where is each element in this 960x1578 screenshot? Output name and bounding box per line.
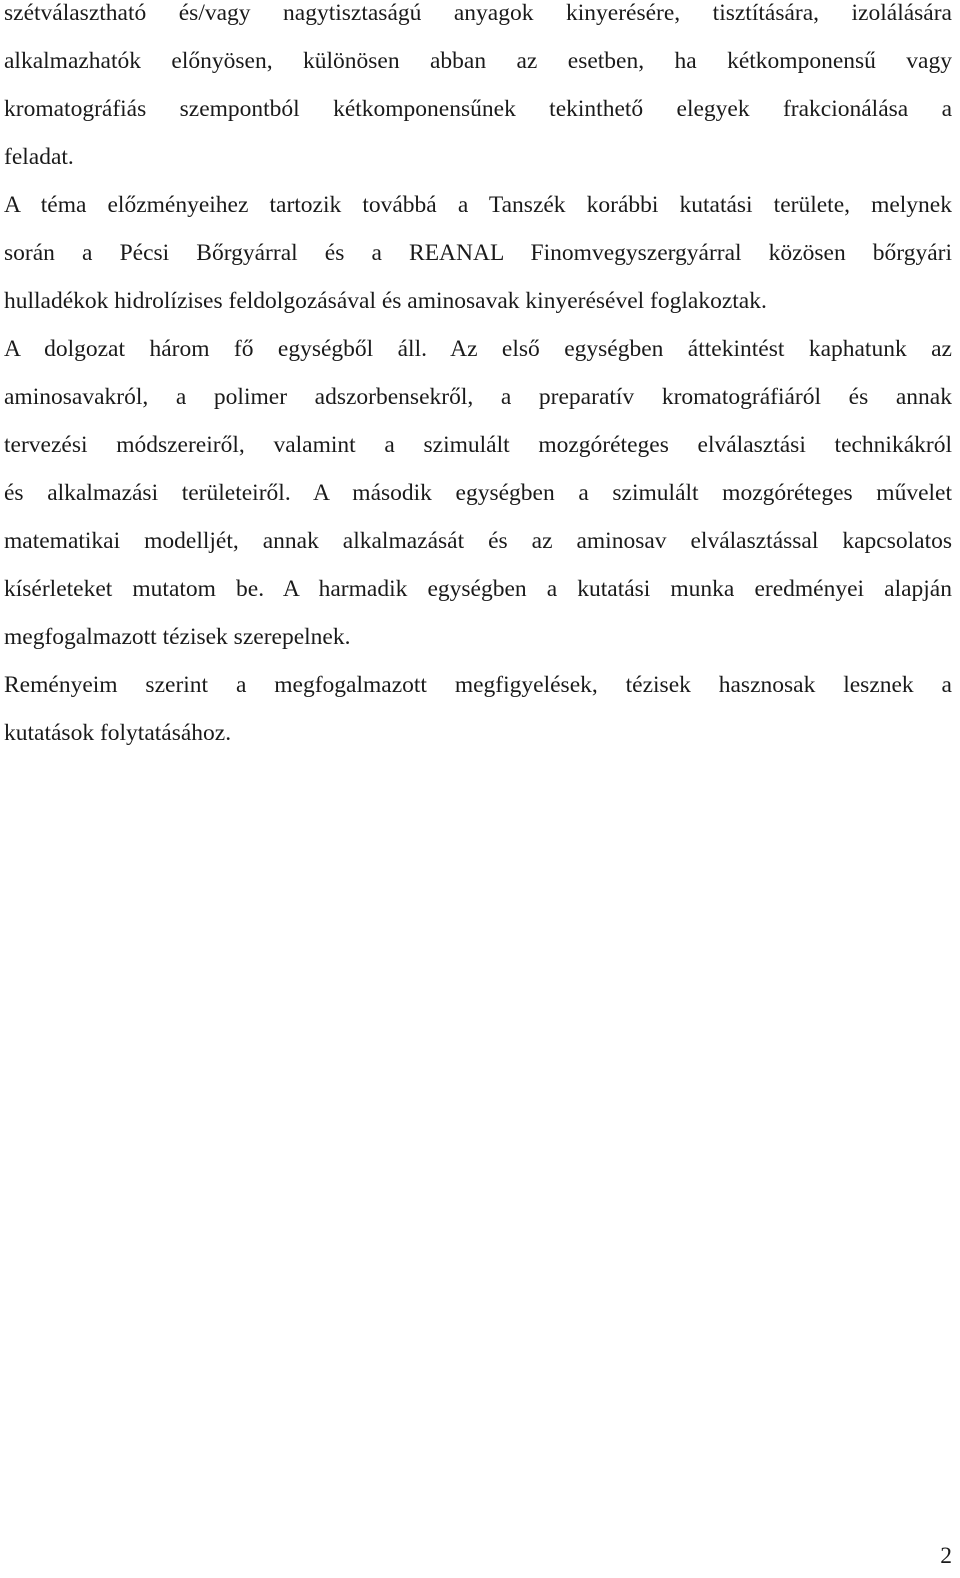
text-line: alkalmazhatók előnyösen, különösen abban az esetben, ha kétkomponensű vagy — [4, 48, 952, 74]
text-line: megfogalmazott tézisek szerepelnek. — [4, 624, 351, 650]
text-line: Reményeim szerint a megfogalmazott megfigyelések, tézisek hasznosak lesznek a — [4, 672, 952, 698]
text-line: matematikai modelljét, annak alkalmazását és az aminosav elválasztással kapcsolatos — [4, 528, 952, 554]
text-line: tervezési módszereiről, valamint a szimulált mozgóréteges elválasztási technikákról — [4, 432, 952, 458]
text-line: szétválasztható és/vagy nagytisztaságú anyagok kinyerésére, tisztítására, izolálására — [4, 0, 952, 26]
text-line: aminosavakról, a polimer adszorbensekről, a preparatív kromatográfiáról és annak — [4, 384, 952, 410]
document-page — [4, 0, 952, 763]
text-line: A dolgozat három fő egységből áll. Az első egységben áttekintést kaphatunk az — [4, 336, 952, 362]
text-line: kutatások folytatásához. — [4, 720, 232, 746]
text-line: kromatográfiás szempontból kétkomponensűnek tekinthető elegyek frakcionálása a — [4, 96, 952, 122]
text-line: A téma előzményeihez tartozik továbbá a Tanszék korábbi kutatási területe, melynek — [4, 192, 952, 218]
text-line: feladat. — [4, 144, 74, 170]
text-line: és alkalmazási területeiről. A második egységben a szimulált mozgóréteges művelet — [4, 480, 952, 506]
text-line: hulladékok hidrolízises feldolgozásával és aminosavak kinyerésével foglakoztak. — [4, 288, 767, 314]
text-line: kísérleteket mutatom be. A harmadik egységben a kutatási munka eredményei alapján — [4, 576, 952, 602]
page-number: 2 — [940, 1543, 952, 1569]
text-line: során a Pécsi Bőrgyárral és a REANAL Finomvegyszergyárral közösen bőrgyári — [4, 240, 952, 266]
